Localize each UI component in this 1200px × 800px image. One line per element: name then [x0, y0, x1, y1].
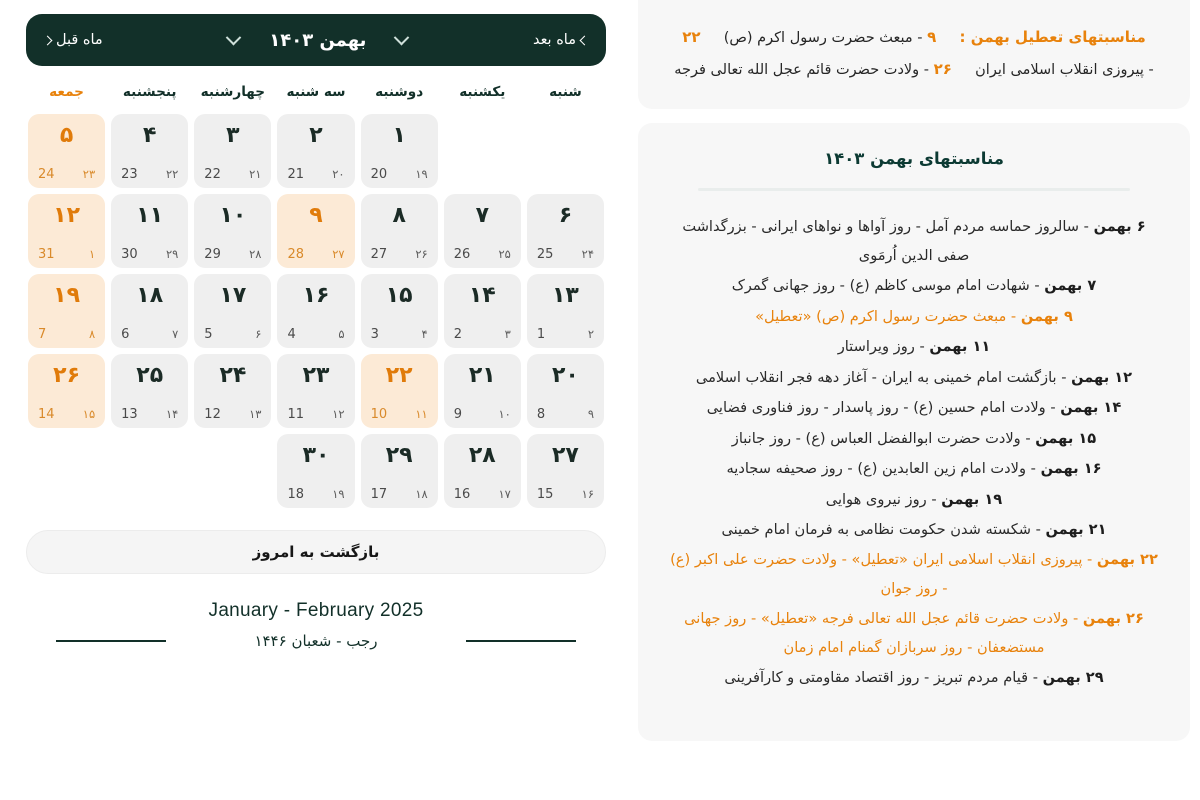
hijri-month-label: رجب - شعبان ۱۴۴۶ [254, 632, 378, 650]
day-secondary-dates [450, 407, 515, 422]
weekday-header-1: یکشنبه [459, 84, 506, 100]
day-number-jalali: ۲۴ [219, 363, 247, 388]
holiday-day-1: ۲۲ [682, 28, 701, 46]
day-number-gregorian: 5 [204, 327, 213, 342]
occasion-day: ۲۲ بهمن [1096, 551, 1158, 569]
day-secondary-dates [533, 487, 598, 502]
day-number-jalali: ۲۸ [468, 443, 496, 468]
day-cell[interactable] [361, 434, 438, 508]
holiday-text-2: - ولادت حضرت قائم عجل الله تعالی فرجه [674, 61, 930, 78]
day-number-hijri: ۲۶ [415, 247, 428, 261]
occasion-item [668, 333, 1160, 361]
day-number-jalali: ۴ [143, 123, 157, 148]
day-number-hijri: ۱۹ [415, 167, 428, 181]
chevron-right-icon [43, 35, 53, 45]
day-cell[interactable] [277, 274, 354, 348]
day-number-gregorian: 3 [370, 327, 379, 342]
day-cell[interactable] [527, 434, 604, 508]
day-number-hijri: ۲۰ [332, 167, 345, 181]
day-cell[interactable] [527, 274, 604, 348]
occasion-day: ۶ بهمن [1093, 218, 1146, 236]
day-number-gregorian: 7 [38, 327, 47, 342]
day-number-hijri: ۲۲ [165, 167, 179, 181]
header-center [103, 30, 533, 51]
occasion-item [668, 516, 1160, 544]
occasion-text: - مبعث حضرت رسول اکرم (ص) «تعطیل» [755, 307, 1021, 325]
day-number-jalali: ۲۶ [53, 363, 81, 388]
day-secondary-dates [367, 167, 432, 182]
day-number-gregorian: 23 [121, 167, 138, 182]
day-number-hijri: ۲۷ [332, 247, 345, 261]
day-number-jalali: ۲۲ [385, 363, 413, 388]
day-number-jalali: ۱ [392, 123, 406, 148]
occasion-day: ۹ بهمن [1020, 307, 1073, 325]
day-cell[interactable] [277, 354, 354, 428]
day-cell[interactable] [361, 194, 438, 268]
day-cell[interactable] [444, 434, 521, 508]
day-number-gregorian: 27 [370, 247, 388, 262]
occasion-text: - ولادت حضرت قائم عجل الله تعالی فرجه «تعطیل» - روز جهانی مستضعفان - روز سربازان گمنام امام زمان [684, 610, 1083, 656]
day-cell[interactable] [527, 194, 604, 268]
day-secondary-dates [367, 247, 432, 262]
day-number-jalali: ۸ [392, 203, 406, 228]
day-cell[interactable] [361, 274, 438, 348]
day-number-gregorian: 11 [287, 407, 304, 422]
occasions-heading: مناسبتهای بهمن ۱۴۰۳ [824, 149, 1004, 169]
occasions-list-card [638, 123, 1190, 741]
day-secondary-dates [117, 407, 182, 422]
occasion-text: - پیروزی انقلاب اسلامی ایران «تعطیل» - ولادت حضرت علی اکبر (ع) - روز جوان [670, 551, 1097, 597]
day-number-jalali: ۱۹ [53, 283, 81, 308]
chevron-left-icon [580, 35, 590, 45]
day-secondary-dates [450, 327, 515, 342]
day-number-hijri: ۳ [504, 327, 511, 341]
holiday-text-0: - مبعث حضرت رسول اکرم (ص) [723, 30, 923, 46]
day-number-gregorian: 1 [536, 327, 546, 342]
occasion-day: ۱۱ بهمن [929, 338, 991, 356]
holiday-day-2: ۲۶ [933, 59, 952, 78]
next-month-button[interactable] [533, 32, 588, 48]
holiday-text-1: - پیروزی انقلاب اسلامی ایران [975, 61, 1154, 78]
day-number-jalali: ۱۳ [552, 283, 579, 308]
day-secondary-dates [283, 327, 348, 342]
day-cell-empty [111, 434, 188, 508]
occasion-item [668, 455, 1160, 483]
day-number-jalali: ۱۲ [53, 203, 81, 228]
day-cell[interactable] [111, 274, 188, 348]
day-number-hijri: ۲۹ [165, 247, 179, 261]
day-number-jalali: ۲۱ [468, 363, 496, 388]
day-cell[interactable] [111, 194, 188, 268]
back-to-today-label: بازگشت به امروز [252, 543, 380, 561]
day-secondary-dates [283, 487, 348, 502]
day-number-hijri: ۱۰ [498, 407, 511, 421]
day-number-jalali: ۵ [59, 123, 74, 148]
occasion-text: - قیام مردم تبریز - روز اقتصاد مقاومتی و کارآفرینی [724, 669, 1043, 687]
day-number-jalali: ۱۷ [219, 283, 247, 308]
day-secondary-dates [117, 247, 182, 262]
day-number-jalali: ۲۳ [302, 363, 330, 388]
day-number-gregorian: 26 [453, 247, 471, 262]
day-secondary-dates [533, 327, 598, 342]
day-secondary-dates [200, 167, 265, 182]
day-secondary-dates [200, 407, 265, 422]
day-number-gregorian: 15 [536, 487, 554, 502]
day-number-hijri: ۱۳ [249, 407, 262, 421]
day-secondary-dates [450, 487, 515, 502]
holiday-summary-card [638, 0, 1190, 109]
day-number-hijri: ۱۶ [581, 487, 594, 501]
weekday-header-6: جمعه [49, 84, 84, 100]
day-cell[interactable] [277, 194, 354, 268]
day-number-jalali: ۷ [475, 203, 490, 228]
day-number-jalali: ۲۵ [136, 363, 164, 388]
day-number-hijri: ۲۳ [82, 167, 96, 181]
weekday-header-0: شنبه [549, 84, 582, 100]
occasion-day: ۲۹ بهمن [1042, 669, 1104, 687]
day-number-hijri: ۱۴ [165, 407, 179, 421]
day-secondary-dates [283, 167, 348, 182]
day-number-hijri: ۵ [338, 327, 345, 341]
day-cell[interactable] [194, 274, 271, 348]
day-cell[interactable] [28, 114, 105, 188]
day-number-hijri: ۱۸ [415, 487, 428, 501]
prev-month-label: ماه قبل [56, 32, 103, 48]
occasion-item [668, 303, 1160, 331]
day-number-hijri: ۲ [587, 327, 594, 341]
day-number-jalali: ۲۰ [552, 363, 579, 388]
day-cell[interactable] [444, 354, 521, 428]
day-secondary-dates [34, 327, 99, 342]
day-cell[interactable] [111, 114, 188, 188]
day-number-gregorian: 18 [287, 487, 304, 502]
day-number-hijri: ۷ [172, 327, 179, 341]
day-cell[interactable] [28, 194, 105, 268]
day-number-gregorian: 10 [370, 407, 388, 422]
calendar-title: بهمن ۱۴۰۳ [269, 29, 367, 51]
day-secondary-dates [34, 407, 99, 422]
occasion-item [668, 486, 1160, 514]
day-cell[interactable] [444, 194, 521, 268]
day-number-gregorian: 20 [370, 167, 388, 182]
day-cell-empty [527, 114, 604, 188]
occasion-text: - ولادت امام حسین (ع) - روز پاسدار - روز فناوری فضایی [706, 399, 1061, 417]
day-number-hijri: ۲۸ [249, 247, 262, 261]
day-number-hijri: ۹ [587, 407, 594, 421]
day-number-gregorian: 9 [453, 407, 462, 422]
occasion-day: ۱۵ بهمن [1035, 429, 1097, 447]
day-secondary-dates [367, 407, 432, 422]
day-number-hijri: ۶ [255, 327, 262, 341]
holiday-day-0: ۹ [927, 28, 937, 46]
occasion-item [668, 605, 1160, 662]
day-secondary-dates [117, 327, 182, 342]
day-number-gregorian: 22 [204, 167, 221, 182]
day-number-jalali: ۱۴ [468, 283, 496, 308]
day-secondary-dates [367, 327, 432, 342]
occasion-text: - بازگشت امام خمینی به ایران - آغاز دهه فجر انقلاب اسلامی [695, 368, 1072, 386]
day-number-jalali: ۱۰ [219, 203, 247, 228]
day-secondary-dates [367, 487, 432, 502]
day-number-jalali: ۳۰ [302, 443, 330, 468]
day-number-hijri: ۱۹ [332, 487, 345, 501]
weekday-header-4: چهارشنبه [200, 84, 266, 100]
day-cell[interactable] [194, 114, 271, 188]
day-cell[interactable] [111, 354, 188, 428]
occasion-item [668, 425, 1160, 453]
day-secondary-dates [34, 167, 99, 182]
day-secondary-dates [34, 247, 99, 262]
month-dropdown-chevron-down-icon[interactable] [226, 29, 242, 45]
day-secondary-dates [533, 407, 598, 422]
day-secondary-dates [450, 247, 515, 262]
day-number-jalali: ۱۸ [136, 283, 164, 308]
day-cell[interactable] [361, 354, 438, 428]
occasion-item [668, 364, 1160, 392]
day-cell[interactable] [194, 354, 271, 428]
day-number-gregorian: 29 [204, 247, 221, 262]
day-number-jalali: ۶ [558, 203, 573, 228]
day-number-hijri: ۱۱ [415, 407, 428, 421]
calendar-header [26, 14, 606, 66]
occasion-day: ۱۹ بهمن [941, 490, 1003, 508]
day-number-gregorian: 25 [536, 247, 554, 262]
day-number-hijri: ۱۲ [332, 407, 345, 421]
day-cell[interactable] [444, 274, 521, 348]
day-secondary-dates [283, 407, 348, 422]
occasion-text: - ولادت حضرت ابوالفضل العباس (ع) - روز جانباز [731, 429, 1036, 447]
day-number-gregorian: 24 [38, 167, 55, 182]
occasion-text: - روز نیروی هوایی [825, 490, 942, 508]
occasion-day: ۲۶ بهمن [1082, 610, 1144, 628]
day-cell[interactable] [194, 194, 271, 268]
occasion-item [668, 272, 1160, 300]
day-cell-empty [444, 114, 521, 188]
day-cell[interactable] [527, 354, 604, 428]
occasion-text: - روز ویراستار [837, 338, 930, 356]
day-number-gregorian: 14 [38, 407, 55, 422]
day-cell-empty [194, 434, 271, 508]
gregorian-month-label: January - February 2025 [208, 600, 424, 621]
day-number-jalali: ۱۵ [385, 283, 413, 308]
day-number-gregorian: 30 [121, 247, 138, 262]
day-cell[interactable] [28, 274, 105, 348]
prev-month-button[interactable] [44, 32, 103, 48]
day-secondary-dates [117, 167, 182, 182]
occasion-item [668, 546, 1160, 603]
day-number-gregorian: 13 [121, 407, 138, 422]
day-cell[interactable] [277, 114, 354, 188]
occasions-divider [698, 188, 1130, 191]
footer-rule-left [466, 640, 576, 642]
occasion-day: ۱۶ بهمن [1040, 460, 1102, 478]
calendar-day-grid [26, 114, 606, 508]
day-cell[interactable] [277, 434, 354, 508]
day-secondary-dates [200, 247, 265, 262]
weekday-header-row [26, 84, 606, 100]
occasion-text: - ولادت امام زین العابدین (ع) - روز صحیفه سجادیه [726, 460, 1041, 478]
occasion-item [668, 213, 1160, 270]
day-number-gregorian: 17 [370, 487, 388, 502]
day-number-hijri: ۱۷ [498, 487, 511, 501]
back-to-today-button[interactable] [26, 530, 606, 574]
day-secondary-dates [533, 247, 598, 262]
holiday-summary-line-1 [664, 22, 1164, 54]
occasion-day: ۷ بهمن [1044, 277, 1097, 295]
weekday-header-5: پنجشنبه [122, 84, 177, 100]
day-number-hijri: ۲۱ [249, 167, 262, 181]
day-number-jalali: ۲ [309, 123, 323, 148]
day-number-gregorian: 31 [38, 247, 55, 262]
day-number-jalali: ۳ [226, 123, 240, 148]
day-number-jalali: ۲۹ [385, 443, 413, 468]
day-secondary-dates [283, 247, 348, 262]
occasion-day: ۱۲ بهمن [1071, 368, 1133, 386]
day-number-gregorian: 4 [287, 327, 296, 342]
day-cell[interactable] [28, 354, 105, 428]
day-number-jalali: ۱۶ [302, 283, 330, 308]
day-number-gregorian: 6 [121, 327, 130, 342]
day-number-hijri: ۱ [88, 247, 96, 261]
calendar-footer [26, 600, 606, 650]
day-number-gregorian: 21 [287, 167, 304, 182]
day-number-hijri: ۴ [421, 327, 428, 341]
occasion-text: - شکسته شدن حکومت نظامی به فرمان امام خمینی [721, 520, 1046, 538]
day-cell[interactable] [361, 114, 438, 188]
holiday-summary-title: مناسبتهای تعطیل بهمن : [959, 28, 1146, 46]
footer-rule-right [56, 640, 166, 642]
occasion-text: - سالروز حماسه مردم آمل - روز آواها و نواهای ایرانی - بزرگداشت صفی الدین اُرمَوی [682, 218, 1094, 264]
holiday-summary-line-2 [664, 54, 1164, 86]
day-number-hijri: ۱۵ [82, 407, 96, 421]
day-number-gregorian: 2 [453, 327, 462, 342]
hijri-month-row [26, 632, 606, 650]
day-number-jalali: ۲۷ [552, 443, 579, 468]
day-number-jalali: ۹ [309, 203, 323, 228]
weekday-header-3: سه شنبه [286, 84, 346, 100]
occasions-list [668, 213, 1160, 692]
day-number-hijri: ۲۴ [581, 247, 594, 261]
occasion-item [668, 664, 1160, 692]
day-number-gregorian: 8 [536, 407, 546, 422]
day-number-gregorian: 28 [287, 247, 304, 262]
occasion-day: ۲۱ بهمن [1045, 520, 1107, 538]
day-number-hijri: ۲۵ [498, 247, 511, 261]
day-number-hijri: ۸ [88, 327, 96, 341]
day-number-gregorian: 12 [204, 407, 221, 422]
occasion-day: ۱۴ بهمن [1060, 399, 1122, 417]
day-number-jalali: ۱۱ [136, 203, 164, 228]
weekday-header-2: دوشنبه [375, 84, 424, 100]
next-month-label: ماه بعد [532, 32, 576, 48]
day-secondary-dates [200, 327, 265, 342]
day-number-gregorian: 16 [453, 487, 471, 502]
year-dropdown-chevron-down-icon[interactable] [394, 29, 410, 45]
day-cell-empty [28, 434, 105, 508]
occasions-panel [628, 0, 1200, 800]
occasion-item [668, 394, 1160, 422]
occasion-text: - شهادت امام موسی کاظم (ع) - روز جهانی گمرک [731, 277, 1045, 295]
